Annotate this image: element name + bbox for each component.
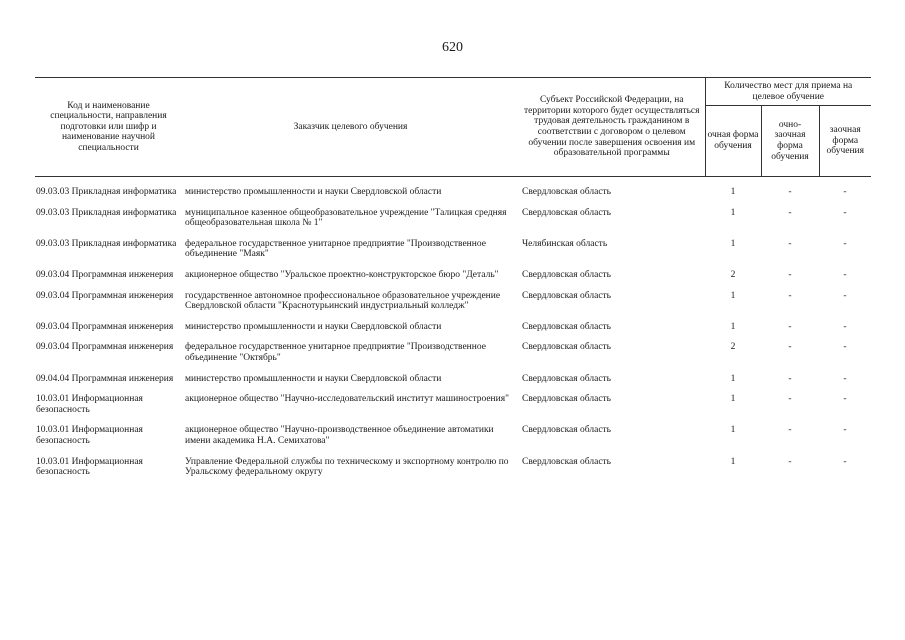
- row-part-time-count: -: [788, 187, 792, 197]
- row-subject: Свердловская область: [522, 207, 612, 218]
- header-specialty: Код и наименование специальности, направления подготовки или шифр и наименование научной специальности: [35, 78, 182, 177]
- row-subject: Свердловская область: [522, 269, 612, 280]
- row-customer: Управление Федеральной службы по техническому и экспортному контролю по Уральскому федеральному округу: [185, 456, 509, 478]
- row-customer: государственное автономное профессиональное образовательное учреждение Свердловской области "Краснотурьинский индустриальный колледж": [185, 290, 501, 312]
- table-row: [35, 239, 871, 270]
- row-part-time-count: -: [788, 394, 792, 405]
- table-header: [35, 78, 871, 177]
- row-part-time-count: -: [788, 269, 792, 280]
- row-full-time-count: 1: [730, 207, 736, 218]
- row-distance-count: -: [843, 342, 847, 353]
- row-full-time-count: 1: [730, 425, 736, 436]
- table-row: [35, 187, 871, 208]
- targeted-admission-table: [35, 77, 871, 488]
- row-full-time-count: 1: [730, 321, 736, 332]
- row-subject: Челябинская область: [522, 238, 608, 249]
- row-specialty: 09.03.03 Прикладная информатика: [36, 238, 177, 249]
- row-customer: министерство промышленности и науки Свердловской области: [185, 187, 442, 197]
- row-subject: Свердловская область: [522, 290, 612, 301]
- row-full-time-count: 1: [730, 373, 736, 384]
- row-subject: Свердловская область: [522, 342, 612, 353]
- row-full-time-count: 1: [730, 238, 736, 249]
- table-row: [35, 208, 871, 239]
- row-distance-count: -: [843, 187, 847, 197]
- row-full-time-count: 2: [730, 269, 736, 280]
- table-body: [35, 177, 871, 488]
- row-part-time-count: -: [788, 425, 792, 436]
- row-customer: министерство промышленности и науки Свердловской области: [185, 373, 442, 384]
- row-part-time-count: -: [788, 373, 792, 384]
- row-full-time-count: 1: [730, 290, 736, 301]
- table-row: [35, 425, 871, 456]
- row-customer: федеральное государственное унитарное предприятие "Производственное объединение "Октябрь": [185, 342, 486, 363]
- row-part-time-count: -: [788, 456, 792, 467]
- row-specialty: 10.03.01 Информационная безопасность: [36, 456, 143, 478]
- table-row: [35, 394, 871, 425]
- header-distance: заочная форма обучения: [819, 106, 871, 177]
- header-full-time: очная форма обучения: [705, 106, 761, 177]
- row-specialty: 09.03.03 Прикладная информатика: [36, 207, 177, 218]
- row-full-time-count: 1: [730, 187, 736, 197]
- row-customer: федеральное государственное унитарное предприятие "Производственное объединение "Маяк": [185, 238, 486, 260]
- table-row: [35, 291, 871, 322]
- row-full-time-count: 1: [730, 456, 736, 467]
- table-row: [35, 270, 871, 291]
- row-distance-count: -: [843, 207, 847, 218]
- row-specialty: 09.03.03 Прикладная информатика: [36, 187, 177, 197]
- row-distance-count: -: [843, 290, 847, 301]
- row-part-time-count: -: [788, 342, 792, 353]
- row-distance-count: -: [843, 425, 847, 436]
- row-distance-count: -: [843, 456, 847, 467]
- row-specialty: 09.03.04 Программная инженерия: [36, 269, 174, 280]
- row-subject: Свердловская область: [522, 394, 612, 405]
- row-specialty: 09.03.04 Программная инженерия: [36, 321, 174, 332]
- row-distance-count: -: [843, 238, 847, 249]
- row-distance-count: -: [843, 269, 847, 280]
- table-row: [35, 457, 871, 488]
- row-customer: акционерное общество "Научно-исследовательский институт машиностроения": [185, 394, 509, 405]
- row-customer: муниципальное казенное общеобразовательное учреждение "Талицкая средняя общеобразовательная школа № 1": [185, 207, 507, 229]
- row-subject: Свердловская область: [522, 456, 612, 467]
- row-part-time-count: -: [788, 207, 792, 218]
- header-places-group: Количество мест для приема на целевое обучение: [705, 78, 871, 106]
- header-part-time: очно-заочная форма обучения: [761, 106, 819, 177]
- row-distance-count: -: [843, 373, 847, 384]
- row-subject: Свердловская область: [522, 373, 612, 384]
- row-part-time-count: -: [788, 238, 792, 249]
- row-distance-count: -: [843, 321, 847, 332]
- row-specialty: 10.03.01 Информационная безопасность: [36, 394, 143, 415]
- row-subject: Свердловская область: [522, 425, 612, 436]
- row-part-time-count: -: [788, 290, 792, 301]
- header-subject: Субъект Российской Федерации, на территории которого будет осуществляться трудовая деятельность гражданином в соответствии с договором о целевом обучении после завершения освоения им образовательной программы: [519, 78, 705, 177]
- table-row: [35, 322, 871, 343]
- table-row: [35, 342, 871, 373]
- row-part-time-count: -: [788, 321, 792, 332]
- row-specialty: 09.03.04 Программная инженерия: [36, 342, 174, 353]
- row-subject: Свердловская область: [522, 187, 612, 197]
- row-subject: Свердловская область: [522, 321, 612, 332]
- row-full-time-count: 2: [730, 342, 736, 353]
- row-customer: министерство промышленности и науки Свердловской области: [185, 321, 442, 332]
- table-row: [35, 374, 871, 395]
- row-specialty: 09.03.04 Программная инженерия: [36, 290, 174, 301]
- row-specialty: 10.03.01 Информационная безопасность: [36, 425, 143, 446]
- row-full-time-count: 1: [730, 394, 736, 405]
- row-customer: акционерное общество "Уральское проектно-конструкторское бюро "Деталь": [185, 269, 499, 280]
- row-customer: акционерное общество "Научно-производственное объединение автоматики имени академика Н.А. Семихатова": [185, 425, 494, 446]
- header-customer: Заказчик целевого обучения: [182, 78, 519, 177]
- page-number: 620: [442, 40, 463, 55]
- row-specialty: 09.04.04 Программная инженерия: [36, 373, 174, 384]
- row-distance-count: -: [843, 394, 847, 405]
